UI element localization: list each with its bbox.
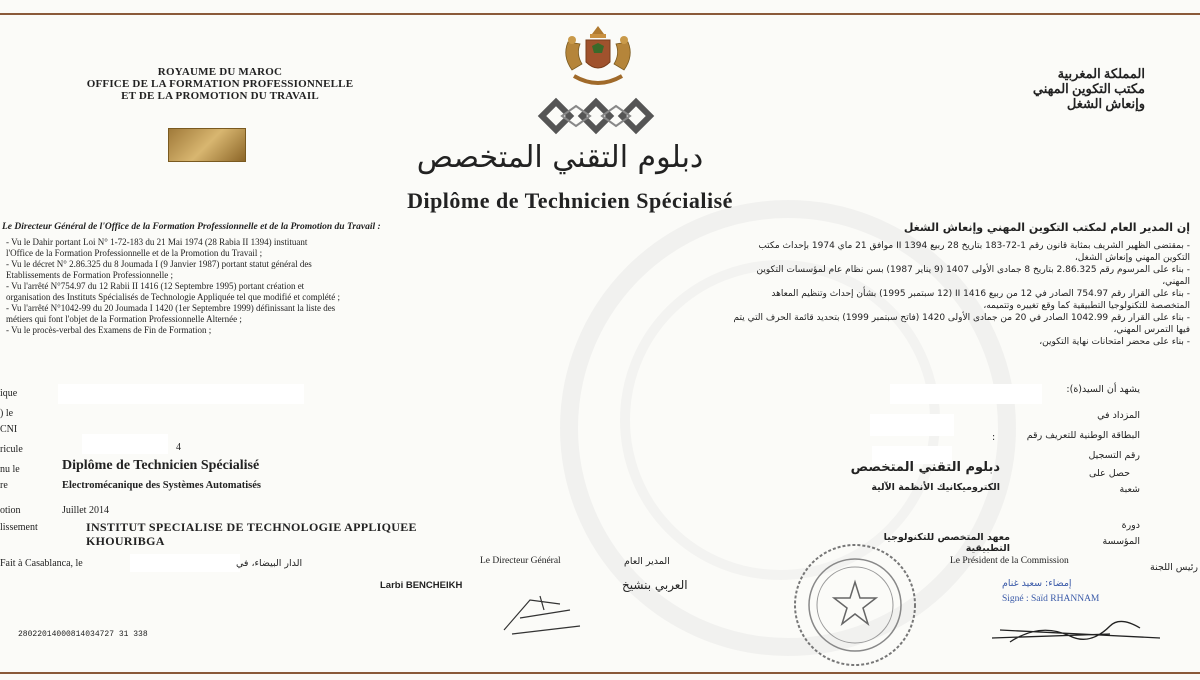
header-fr-line3: ET DE LA PROMOTION DU TRAVAIL: [121, 90, 319, 102]
reg-label-ar: رقم التسجيل: [1088, 450, 1140, 461]
president-title-ar: رئيس اللجنة: [1150, 562, 1199, 573]
session-label-fr: otion: [0, 505, 21, 516]
header-ar-line3: وإنعاش الشغل: [1066, 96, 1145, 111]
institute-label-fr: lissement: [0, 522, 38, 533]
diploma-label-fr: nu le: [0, 464, 20, 475]
director-statement-fr: Le Directeur Général de l'Office de la Formation Professionnelle et de la Promotion du Travail :: [2, 222, 381, 232]
serial-number: 28022014000814034727 31 338: [18, 630, 148, 639]
session-value-fr: Juillet 2014: [62, 505, 109, 516]
institute-value-ar: معهد المتخصص للتكنولوجيا التطبيقية: [883, 532, 1010, 554]
session-label-ar: دورة: [1121, 520, 1140, 531]
institute-value-fr-2: KHOURIBGA: [86, 534, 165, 548]
french-header: [30, 66, 410, 102]
president-signature: [990, 610, 1170, 650]
place-label-ar: الدار البيضاء، في: [236, 558, 303, 569]
vu-item-ar-3: - بناء على القرار رقم 754.97 الصادر في 12 من ربيع II 1416 (12 سبتمبر 1995) بشأن إحداث وتنظيم المعاهد المتخصصة للتكنولوجيا التطبيقية كما وقع تغييره وتتميمه،: [771, 289, 1190, 311]
vu-item-ar-4: - بناء على القرار رقم 1042.99 الصادر في 20 من جمادى الأولى 1420 (فاتح سبتمبر 1999) بتحديد قائمة الحرف التي يتم فيها التمرس المهني،: [733, 313, 1190, 335]
cin-label-fr: CNI: [0, 424, 18, 435]
diploma-value-ar: دبلوم التقني المتخصص: [850, 460, 1000, 475]
diploma-label-ar: حصل على: [1088, 468, 1130, 479]
matricule-suffix: 4: [176, 442, 181, 453]
cin-colon-ar: :: [992, 432, 996, 443]
vu-item-ar-1: - بمقتضى الظهير الشريف بمثابة قانون رقم 1-72-183 بتاريخ 28 ربيع II 1394 موافق 21 ماي 1974 بإحداث مكتب التكوين المهني وإنعاش الشغل،: [758, 241, 1190, 263]
header-fr-line1: ROYAUME DU MAROC: [157, 66, 283, 78]
place-label-fr: Fait à Casablanca, le: [0, 558, 83, 569]
redacted-matricule-fr: [82, 434, 168, 454]
institute-label-ar: المؤسسة: [1102, 536, 1140, 547]
institute-value-fr-1: INSTITUT SPECIALISE DE TECHNOLOGIE APPLIQUEE: [86, 520, 417, 534]
vu-item-fr-4: - Vu l'arrêté N°1042-99 du 20 Joumada I 1420 (1er Septembre 1999) définissant la liste des métiers qui font l'objet de la Formation Professionnelle Alternée ;: [6, 303, 336, 324]
coat-of-arms-icon: [556, 24, 640, 90]
redacted-name-ar: [890, 384, 1042, 404]
president-title-fr: Le Président de la Commission: [950, 556, 1069, 566]
title-arabic: دبلوم التقني المتخصص: [416, 140, 704, 175]
official-stamp: [790, 540, 920, 670]
bottom-border: [0, 672, 1200, 674]
branch-value-fr: Electromécanique des Systèmes Automatisés: [62, 480, 261, 491]
cin-label-ar: البطاقة الوطنية للتعريف رقم: [1026, 430, 1140, 441]
diploma-value-fr: Diplôme de Technicien Spécialisé: [62, 458, 260, 473]
header-ar-line1: المملكة المغربية: [1057, 66, 1145, 81]
vu-item-ar-2: - بناء على المرسوم رقم 2.86.325 بتاريخ 8 جمادى الأولى 1407 (9 يناير 1987) بسن نظام عام لمؤسسات التكوين المهني،: [756, 265, 1190, 287]
signed-by-ar: إمضاء: سعيد غنام: [1002, 578, 1072, 589]
ofppt-logo-icon: [536, 96, 656, 136]
vu-item-ar-5: - بناء على محضر امتحانات نهاية التكوين،: [1039, 337, 1190, 347]
director-name-ar: العربي بنشيخ: [622, 578, 688, 592]
top-border: [0, 13, 1200, 15]
director-name-fr: Larbi BENCHEIKH: [380, 580, 463, 591]
matricule-label-fr: ricule: [0, 444, 23, 455]
director-statement-ar: إن المدير العام لمكتب التكوين المهني وإنعاش الشغل: [903, 221, 1190, 234]
redacted-date-fr: [130, 554, 240, 572]
redacted-name-fr: [58, 384, 304, 404]
branch-label-fr: re: [0, 480, 8, 491]
vu-item-fr-2: - Vu le décret N° 2.86.325 du 8 Joumada I (9 Janvier 1987) portant statut général des Etablissements de Formation Professionnelle ;: [6, 259, 312, 280]
branch-label-ar: شعبة: [1119, 484, 1140, 495]
born-label-ar: المزداد في: [1097, 410, 1140, 421]
director-title-fr: Le Directeur Général: [480, 556, 561, 566]
gold-security-chip: [168, 128, 246, 162]
vu-item-fr-1: - Vu le Dahir portant Loi N° 1-72-183 du 21 Mai 1974 (28 Rabia II 1394) instituant l'Office de la Formation Professionnelle et de la Promotion du Travail ;: [6, 237, 308, 258]
vu-item-fr-5: - Vu le procès-verbal des Examens de Fin de Formation ;: [6, 325, 212, 335]
branch-value-ar: الكتروميكانيك الأنظمة الآلية: [871, 482, 1000, 493]
title-french: Diplôme de Technicien Spécialisé: [407, 188, 733, 213]
director-title-ar: المدير العام: [624, 556, 670, 567]
born-label-fr: ) le: [0, 408, 14, 419]
french-preamble: [0, 222, 520, 336]
certify-label-ar: يشهد أن السيد(ة):: [1066, 384, 1140, 395]
vu-item-fr-3: - Vu l'arrêté N°754.97 du 12 Rabii II 1416 (12 Septembre 1995) portant création et organisation des Instituts Spécialisés de Technologie Appliquée tel que modifié et complété ;: [6, 281, 340, 302]
arabic-header: [805, 66, 1145, 111]
header-fr-line2: OFFICE DE LA FORMATION PROFESSIONNELLE: [86, 78, 354, 90]
certify-label-fr: ique: [0, 388, 18, 399]
signed-by-fr: Signé : Saïd RHANNAM: [1002, 594, 1100, 604]
arabic-preamble: [730, 222, 1190, 348]
header-ar-line2: مكتب التكوين المهني: [1032, 81, 1145, 96]
director-signature: [500, 590, 590, 638]
redacted-birth-ar: [870, 414, 954, 436]
